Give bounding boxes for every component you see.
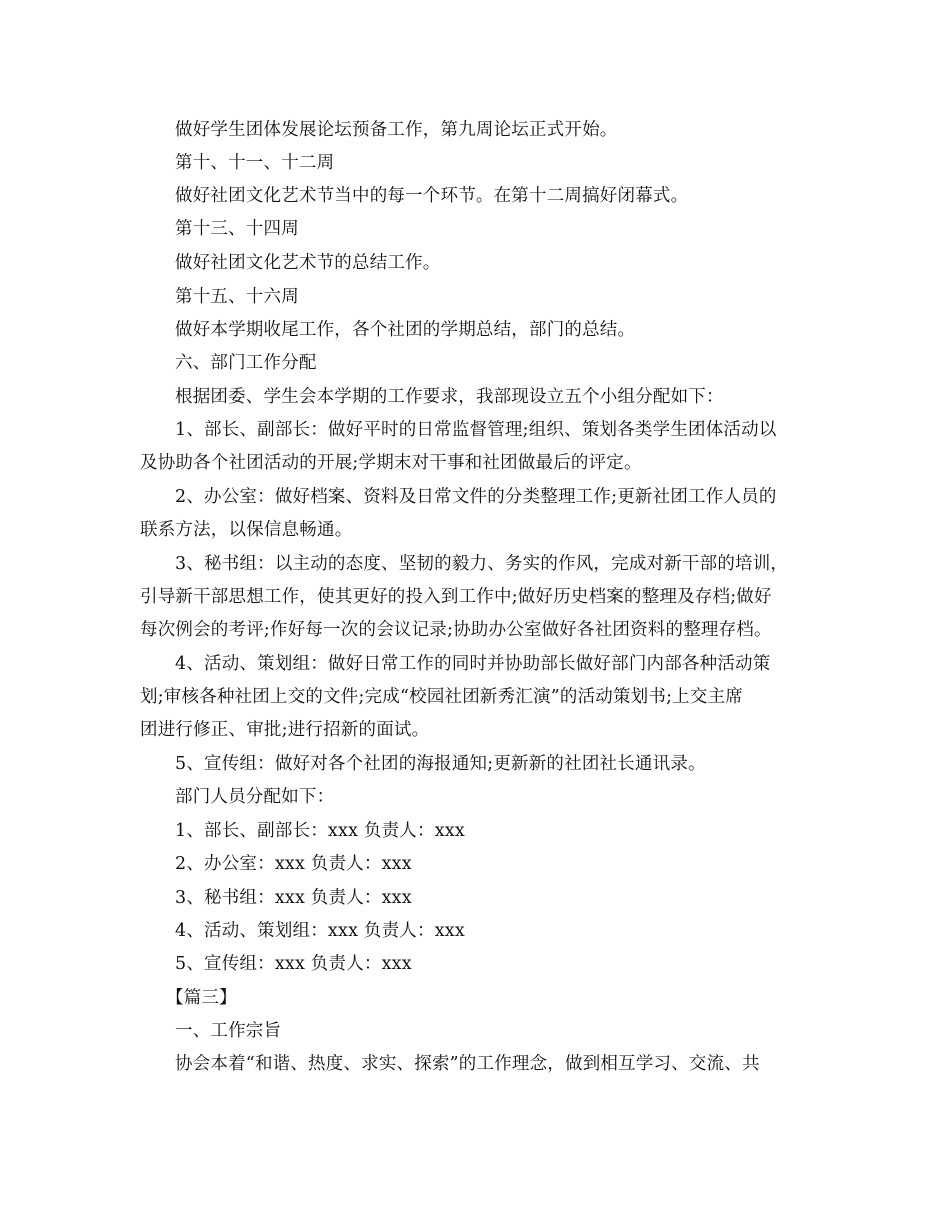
paragraph-line: 做好社团文化艺术节的总结工作。 <box>175 253 441 273</box>
section-heading: 第十、十一、十二周 <box>175 153 335 173</box>
paragraph-line: 引导新干部思想工作，使其更好的投入到工作中;做好历史档案的整理及存档;做好 <box>140 587 772 607</box>
list-item: 4、活动、策划组：xxx 负责人：xxx <box>175 921 465 941</box>
list-item: 1、部长、副部长：xxx 负责人：xxx <box>175 821 465 841</box>
section-heading: 一、工作宗旨 <box>175 1021 282 1041</box>
paragraph-line: 做好社团文化艺术节当中的每一个环节。在第十二周搞好闭幕式。 <box>175 186 689 206</box>
section-heading: 六、部门工作分配 <box>175 353 317 373</box>
paragraph-line: 根据团委、学生会本学期的工作要求，我部现设立五个小组分配如下： <box>175 387 724 407</box>
paragraph-line: 及协助各个社团活动的开展;学期末对干事和社团做最后的评定。 <box>140 453 642 473</box>
paragraph-line: 4、活动、策划组：做好日常工作的同时并协助部长做好部门内部各种活动策 <box>175 654 771 674</box>
paragraph-line: 3、秘书组：以主动的态度、坚韧的毅力、务实的作风，完成对新干部的培训， <box>175 554 789 574</box>
paragraph-line: 做好本学期收尾工作，各个社团的学期总结，部门的总结。 <box>175 320 636 340</box>
paragraph-line: 部门人员分配如下： <box>175 787 335 807</box>
paragraph-line: 1、部长、副部长：做好平时的日常监督管理;组织、策划各类学生团体活动以 <box>175 420 777 440</box>
paragraph-line: 协会本着“和谐、热度、求实、探索”的工作理念，做到相互学习、交流、共 <box>175 1054 760 1074</box>
paragraph-line: 做好学生团体发展论坛预备工作，第九周论坛正式开始。 <box>175 120 618 140</box>
section-heading: 第十五、十六周 <box>175 287 299 307</box>
list-item: 3、秘书组：xxx 负责人：xxx <box>175 888 412 908</box>
paragraph-line: 每次例会的考评;作好每一次的会议记录;协助办公室做好各社团资料的整理存档。 <box>140 620 772 640</box>
list-item: 5、宣传组：xxx 负责人：xxx <box>175 954 412 974</box>
chapter-heading: 【篇三】 <box>166 988 237 1008</box>
paragraph-line: 联系方法，以保信息畅通。 <box>140 520 353 540</box>
paragraph-line: 5、宣传组：做好对各个社团的海报通知;更新新的社团社长通讯录。 <box>175 754 706 774</box>
paragraph-line: 团进行修正、审批;进行招新的面试。 <box>140 720 430 740</box>
section-heading: 第十三、十四周 <box>175 219 299 239</box>
paragraph-line: 划;审核各种社团上交的文件;完成“校园社团新秀汇演”的活动策划书;上交主席 <box>140 687 743 707</box>
list-item: 2、办公室：xxx 负责人：xxx <box>175 854 412 874</box>
paragraph-line: 2、办公室：做好档案、资料及日常文件的分类整理工作;更新社团工作人员的 <box>175 487 777 507</box>
